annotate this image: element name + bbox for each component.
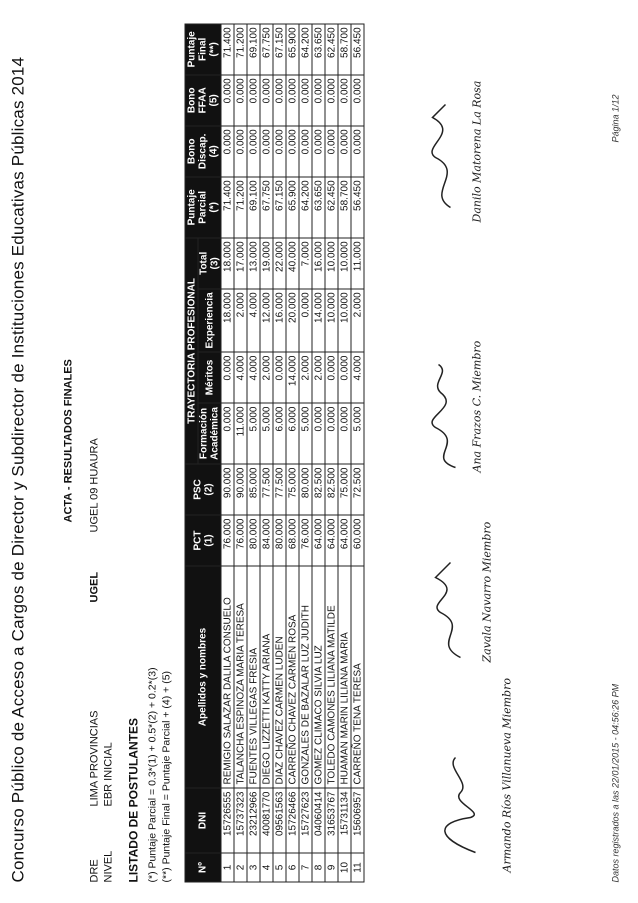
table-cell: 7 xyxy=(299,853,312,882)
table-cell: HUAMAN MARIN LILIANA MARIA xyxy=(338,566,351,788)
table-cell: 0.000 xyxy=(221,352,234,403)
results-table xyxy=(185,23,365,882)
table-cell: 40.000 xyxy=(286,238,299,289)
table-cell: 10.000 xyxy=(325,238,338,289)
table-cell: 15606957 xyxy=(351,788,364,853)
col-final: Puntaje Final (**) xyxy=(185,24,221,75)
table-cell: 0.000 xyxy=(221,403,234,464)
table-cell: 0.000 xyxy=(221,126,234,177)
table-cell: 14.000 xyxy=(286,352,299,403)
table-cell: 8 xyxy=(312,853,325,882)
dre-label: DRE xyxy=(88,859,101,883)
col-formacion: Formación Académica xyxy=(198,403,221,464)
table-cell: 58.700 xyxy=(338,24,351,75)
table-cell: 5.000 xyxy=(351,403,364,464)
table-cell: 2 xyxy=(234,853,247,882)
table-cell: 64.200 xyxy=(299,177,312,238)
table-cell: 80.000 xyxy=(247,515,260,566)
note-partial: (*) Puntaje Parcial = 0.3*(1) + 0.5*(2) + 0.2*(3) xyxy=(146,667,159,883)
table-cell: 0.000 xyxy=(247,126,260,177)
table-cell: 77.500 xyxy=(273,464,286,515)
table-cell: CARREÑO CHAVEZ CARMEN ROSA xyxy=(286,566,299,788)
table-cell: 0.000 xyxy=(338,352,351,403)
table-cell: 2.000 xyxy=(351,289,364,352)
table-cell: 0.000 xyxy=(338,126,351,177)
table-cell: 10.000 xyxy=(338,289,351,352)
table-cell: 0.000 xyxy=(325,75,338,126)
col-parcial: Puntaje Parcial (*) xyxy=(185,177,221,238)
col-name: Apellidos y nombres xyxy=(185,566,221,788)
table-cell: 0.000 xyxy=(351,75,364,126)
table-cell: 69.100 xyxy=(247,24,260,75)
table-cell: REMIGIO SALAZAR DALILA CONSUELO xyxy=(221,566,234,788)
table-cell: 2.000 xyxy=(234,289,247,352)
table-cell: GONZALES DE BAZALAR LUZ JUDITH xyxy=(299,566,312,788)
table-cell: 5.000 xyxy=(247,403,260,464)
table-cell: 31653767 xyxy=(325,788,338,853)
col-psc: PSC (2) xyxy=(185,464,221,515)
table-cell: 84.000 xyxy=(260,515,273,566)
table-cell: DIAZ CHAVEZ CARMEN LUDEN xyxy=(273,566,286,788)
document-title: Concurso Público de Acceso a Cargos de Director y Subdirector de Instituciones Educativas Públicas 2014 xyxy=(8,56,28,883)
table-cell: 0.000 xyxy=(325,403,338,464)
table-cell: 0.000 xyxy=(286,126,299,177)
dre-value: LIMA PROVINCIAS xyxy=(88,710,101,807)
table-cell: 11 xyxy=(351,853,364,882)
table-cell: GOMEZ CLIMACO SILVIA LUZ xyxy=(312,566,325,788)
table-cell: 22.000 xyxy=(273,238,286,289)
signature-2: Zavala Navarro Miembro xyxy=(480,521,494,663)
table-cell: 67.150 xyxy=(273,177,286,238)
results-table-body xyxy=(221,24,364,882)
table-cell: 4.000 xyxy=(247,289,260,352)
table-cell: 71.400 xyxy=(221,177,234,238)
nivel-label: NIVEL xyxy=(102,850,115,883)
col-meritos: Méritos xyxy=(198,352,221,403)
table-cell: 3 xyxy=(247,853,260,882)
table-cell: 64.000 xyxy=(338,515,351,566)
table-cell: 15731134 xyxy=(338,788,351,853)
table-cell: 62.450 xyxy=(325,177,338,238)
table-cell: 0.000 xyxy=(299,75,312,126)
table-cell: 23212966 xyxy=(247,788,260,853)
signature-4: Danilo Matorena La Rosa xyxy=(470,80,484,223)
table-cell: 0.000 xyxy=(286,75,299,126)
document-page xyxy=(1,0,638,903)
col-discap: Bono Discap. (4) xyxy=(185,126,221,177)
table-cell: 0.000 xyxy=(260,126,273,177)
table-cell: 80.000 xyxy=(273,515,286,566)
table-cell: 18.000 xyxy=(221,289,234,352)
document-subtitle: ACTA - RESULTADOS FINALES xyxy=(62,359,75,523)
table-cell: 4 xyxy=(260,853,273,882)
table-cell: 15737323 xyxy=(234,788,247,853)
table-cell: 2.000 xyxy=(312,352,325,403)
table-cell: 64.000 xyxy=(325,515,338,566)
table-cell: 4.000 xyxy=(234,352,247,403)
table-cell: 56.450 xyxy=(351,177,364,238)
col-dni: DNI xyxy=(185,788,221,853)
table-cell: 13.000 xyxy=(247,238,260,289)
table-cell: 0.000 xyxy=(325,352,338,403)
table-cell: 56.450 xyxy=(351,24,364,75)
table-cell: 62.450 xyxy=(325,24,338,75)
table-cell: 6 xyxy=(286,853,299,882)
table-row xyxy=(234,24,247,882)
table-cell: 0.000 xyxy=(312,403,325,464)
table-cell: 67.750 xyxy=(260,177,273,238)
table-cell: 0.000 xyxy=(338,403,351,464)
table-cell: 69.100 xyxy=(247,177,260,238)
table-cell: 11.000 xyxy=(351,238,364,289)
table-cell: 2.000 xyxy=(260,352,273,403)
table-cell: 6.000 xyxy=(286,403,299,464)
table-cell: 63.650 xyxy=(312,24,325,75)
table-cell: 71.400 xyxy=(221,24,234,75)
signature-1-scribble xyxy=(431,753,491,863)
table-cell: 72.500 xyxy=(351,464,364,515)
signature-2-scribble xyxy=(421,553,481,663)
table-cell: 67.750 xyxy=(260,24,273,75)
footer-page: Página 1/12 xyxy=(610,94,621,143)
table-cell: 1 xyxy=(221,853,234,882)
table-cell: 18.000 xyxy=(221,238,234,289)
nivel-value: EBR INICIAL xyxy=(102,742,115,807)
signature-3-scribble xyxy=(421,363,471,473)
table-cell: 2.000 xyxy=(299,352,312,403)
table-row xyxy=(312,24,325,882)
table-cell: 4.000 xyxy=(351,352,364,403)
col-group-trayectoria: TRAYECTORIA PROFESIONAL xyxy=(185,238,198,464)
table-cell: 11.000 xyxy=(234,403,247,464)
table-cell: 5.000 xyxy=(260,403,273,464)
table-cell: 0.000 xyxy=(338,75,351,126)
table-cell: 0.000 xyxy=(312,75,325,126)
ugel-value: UGEL 09 HUAURA xyxy=(88,438,101,533)
table-cell: 19.000 xyxy=(260,238,273,289)
table-row xyxy=(273,24,286,882)
table-cell: 40081770 xyxy=(260,788,273,853)
table-cell: 67.150 xyxy=(273,24,286,75)
table-row xyxy=(286,24,299,882)
col-pct: PCT (1) xyxy=(185,515,221,566)
table-cell: 7.000 xyxy=(299,238,312,289)
table-row xyxy=(260,24,273,882)
table-cell: 04060414 xyxy=(312,788,325,853)
table-cell: 65.900 xyxy=(286,24,299,75)
table-row xyxy=(351,24,364,882)
col-experiencia: Experiencia xyxy=(198,289,221,352)
table-cell: 90.000 xyxy=(234,464,247,515)
table-cell: 0.000 xyxy=(312,126,325,177)
table-cell: 0.000 xyxy=(221,75,234,126)
table-cell: 6.000 xyxy=(273,403,286,464)
table-cell: 76.000 xyxy=(234,515,247,566)
section-title: LISTADO DE POSTULANTES xyxy=(126,718,141,883)
table-cell: 58.700 xyxy=(338,177,351,238)
table-cell: 77.500 xyxy=(260,464,273,515)
table-cell: 0.000 xyxy=(234,126,247,177)
table-cell: 0.000 xyxy=(325,126,338,177)
table-cell: 12.000 xyxy=(260,289,273,352)
table-cell: 60.000 xyxy=(351,515,364,566)
table-cell: 64.000 xyxy=(312,515,325,566)
table-row xyxy=(338,24,351,882)
table-row xyxy=(247,24,260,882)
table-cell: 68.000 xyxy=(286,515,299,566)
col-total: Total (3) xyxy=(198,238,221,289)
table-cell: 15727623 xyxy=(299,788,312,853)
table-cell: 75.000 xyxy=(338,464,351,515)
table-cell: 4.000 xyxy=(247,352,260,403)
signature-1: Armando Ríos Villanueva Miembro xyxy=(500,678,514,873)
table-row xyxy=(299,24,312,882)
table-cell: 5.000 xyxy=(299,403,312,464)
table-cell: 76.000 xyxy=(299,515,312,566)
table-cell: 0.000 xyxy=(260,75,273,126)
table-cell: 90.000 xyxy=(221,464,234,515)
table-cell: DIEGO LIZZETTI KATTY ARIANA xyxy=(260,566,273,788)
table-cell: 71.200 xyxy=(234,24,247,75)
table-cell: 09561563 xyxy=(273,788,286,853)
table-cell: 10 xyxy=(338,853,351,882)
table-cell: 0.000 xyxy=(234,75,247,126)
table-cell: 82.500 xyxy=(325,464,338,515)
table-cell: TALANCHA ESPINOZA MARIA TERESA xyxy=(234,566,247,788)
table-cell: 15726466 xyxy=(286,788,299,853)
signature-3: Ana Frazos C. Miembro xyxy=(470,340,484,473)
table-cell: 0.000 xyxy=(273,75,286,126)
table-cell: 80.000 xyxy=(299,464,312,515)
table-cell: 0.000 xyxy=(273,126,286,177)
table-cell: 10.000 xyxy=(338,238,351,289)
table-cell: 20.000 xyxy=(286,289,299,352)
table-cell: 0.000 xyxy=(299,126,312,177)
footer-registered: Datos registrados a las 22/01/2015 - 04:56:26 PM xyxy=(610,683,621,883)
table-cell: CARREÑO TENA TERESA xyxy=(351,566,364,788)
table-row xyxy=(221,24,234,882)
table-cell: 16.000 xyxy=(312,238,325,289)
table-cell: 65.900 xyxy=(286,177,299,238)
table-cell: 85.000 xyxy=(247,464,260,515)
table-row xyxy=(325,24,338,882)
table-cell: 16.000 xyxy=(273,289,286,352)
table-cell: 71.200 xyxy=(234,177,247,238)
table-cell: 0.000 xyxy=(247,75,260,126)
signature-4-scribble xyxy=(421,103,471,213)
table-cell: 0.000 xyxy=(273,352,286,403)
table-cell: 10.000 xyxy=(325,289,338,352)
note-final: (**) Puntaje Final = Puntaje Parcial + (4) + (5) xyxy=(160,670,173,883)
table-cell: 0.000 xyxy=(299,289,312,352)
table-cell: 5 xyxy=(273,853,286,882)
ugel-label: UGEL xyxy=(88,571,101,603)
table-cell: FUENTES VILLEGAS FRESIA xyxy=(247,566,260,788)
table-cell: 15726555 xyxy=(221,788,234,853)
table-cell: 75.000 xyxy=(286,464,299,515)
table-cell: 9 xyxy=(325,853,338,882)
table-cell: 14.000 xyxy=(312,289,325,352)
table-cell: 82.500 xyxy=(312,464,325,515)
table-cell: 64.200 xyxy=(299,24,312,75)
table-cell: 0.000 xyxy=(351,126,364,177)
col-ffaa: Bono FFAA (5) xyxy=(185,75,221,126)
table-cell: 17.000 xyxy=(234,238,247,289)
col-num: Nº xyxy=(185,853,221,882)
table-cell: 63.650 xyxy=(312,177,325,238)
table-cell: 76.000 xyxy=(221,515,234,566)
table-cell: TOLEDO CAMONES LILIANA MATILDE xyxy=(325,566,338,788)
